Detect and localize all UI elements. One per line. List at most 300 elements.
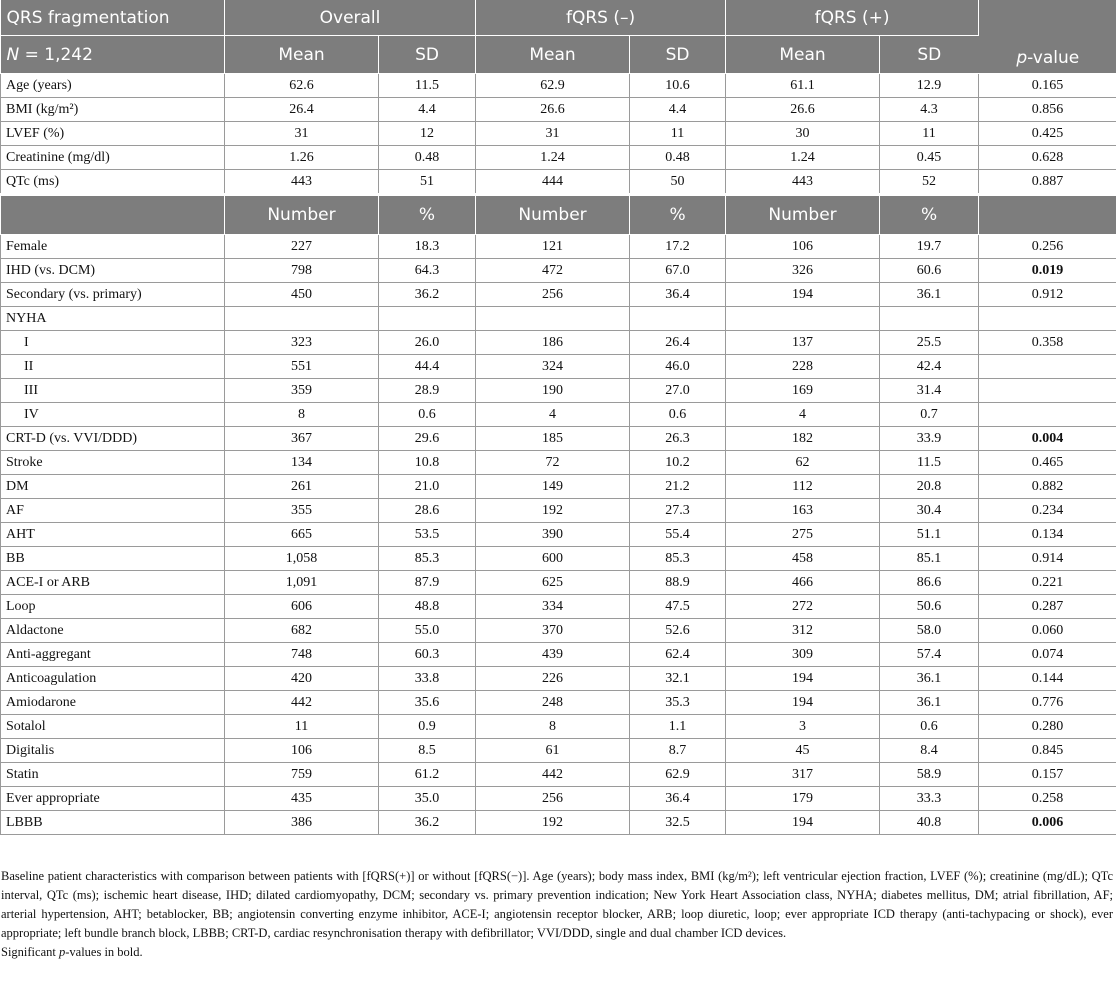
p-italic: p bbox=[1016, 48, 1028, 68]
table-cell: 26.3 bbox=[630, 427, 726, 451]
table-row bbox=[1, 170, 1116, 195]
row-label: LBBB bbox=[1, 811, 225, 835]
mid-header-blank bbox=[979, 195, 1116, 235]
table-cell: 36.4 bbox=[630, 787, 726, 811]
table-cell: 33.8 bbox=[379, 667, 476, 691]
table-cell: 26.4 bbox=[225, 98, 379, 122]
table-cell: 334 bbox=[476, 595, 630, 619]
table-row bbox=[1, 235, 1116, 259]
table-cell: 11 bbox=[630, 122, 726, 146]
table-cell: 1,091 bbox=[225, 571, 379, 595]
group-fqrs-negative: fQRS (–) bbox=[476, 0, 726, 36]
header-row-counts bbox=[1, 195, 1116, 235]
p-value-cell: 0.004 bbox=[979, 427, 1116, 451]
table-cell: 1.24 bbox=[476, 146, 630, 170]
table-row bbox=[1, 307, 1116, 331]
table-cell: 44.4 bbox=[379, 355, 476, 379]
table-cell: 26.6 bbox=[476, 98, 630, 122]
table-cell: 62.9 bbox=[476, 74, 630, 98]
table-cell: 26.0 bbox=[379, 331, 476, 355]
p-value-cell: 0.776 bbox=[979, 691, 1116, 715]
table-cell: 25.5 bbox=[880, 331, 979, 355]
table-cell: 261 bbox=[225, 475, 379, 499]
header-row-stats bbox=[1, 36, 1116, 74]
group-overall: Overall bbox=[225, 0, 476, 36]
table-cell: 4.3 bbox=[880, 98, 979, 122]
table-cell bbox=[225, 307, 379, 331]
continuous-rows bbox=[1, 74, 1116, 195]
p-value-cell: 0.280 bbox=[979, 715, 1116, 739]
table-cell: 31 bbox=[476, 122, 630, 146]
table-cell: 137 bbox=[726, 331, 880, 355]
count-number-header: Number bbox=[476, 195, 630, 235]
p-value-cell: 0.912 bbox=[979, 283, 1116, 307]
table-cell: 62.6 bbox=[225, 74, 379, 98]
table-cell: 194 bbox=[726, 691, 880, 715]
row-label: IV bbox=[1, 403, 225, 427]
table-cell: 194 bbox=[726, 667, 880, 691]
table-row bbox=[1, 547, 1116, 571]
table-cell: 11 bbox=[225, 715, 379, 739]
row-label: Stroke bbox=[1, 451, 225, 475]
table-cell: 58.0 bbox=[880, 619, 979, 643]
p-value-cell: 0.887 bbox=[979, 170, 1116, 195]
table-row bbox=[1, 691, 1116, 715]
table-row bbox=[1, 331, 1116, 355]
table-cell: 4.4 bbox=[630, 98, 726, 122]
table-cell: 4 bbox=[726, 403, 880, 427]
table-cell: 0.48 bbox=[630, 146, 726, 170]
table-cell: 192 bbox=[476, 811, 630, 835]
n-value: = 1,242 bbox=[19, 44, 93, 65]
table-cell: 36.1 bbox=[880, 691, 979, 715]
mid-header bbox=[1, 195, 1116, 235]
table-cell: 26.6 bbox=[726, 98, 880, 122]
table-cell: 551 bbox=[225, 355, 379, 379]
table-cell: 0.9 bbox=[379, 715, 476, 739]
row-label: Secondary (vs. primary) bbox=[1, 283, 225, 307]
table-cell: 33.9 bbox=[880, 427, 979, 451]
table-cell: 4 bbox=[476, 403, 630, 427]
table-cell: 57.4 bbox=[880, 643, 979, 667]
stat-sd-header: SD bbox=[379, 36, 476, 74]
table-cell: 36.1 bbox=[880, 283, 979, 307]
table-cell: 86.6 bbox=[880, 571, 979, 595]
table-cell: 106 bbox=[726, 235, 880, 259]
table-cell: 106 bbox=[225, 739, 379, 763]
row-label: AF bbox=[1, 499, 225, 523]
stat-sd-header: SD bbox=[630, 36, 726, 74]
table-cell: 47.5 bbox=[630, 595, 726, 619]
table-cell: 312 bbox=[726, 619, 880, 643]
table-cell: 600 bbox=[476, 547, 630, 571]
row-label: Ever appropriate bbox=[1, 787, 225, 811]
table-cell: 8.4 bbox=[880, 739, 979, 763]
count-percent-header: % bbox=[630, 195, 726, 235]
table-cell: 17.2 bbox=[630, 235, 726, 259]
table-cell: 35.3 bbox=[630, 691, 726, 715]
table-cell bbox=[726, 307, 880, 331]
table-cell: 20.8 bbox=[880, 475, 979, 499]
table-cell: 472 bbox=[476, 259, 630, 283]
table-row bbox=[1, 355, 1116, 379]
table-cell: 33.3 bbox=[880, 787, 979, 811]
table-row bbox=[1, 643, 1116, 667]
table-cell bbox=[880, 307, 979, 331]
table-row bbox=[1, 259, 1116, 283]
table-row bbox=[1, 74, 1116, 98]
table-cell: 748 bbox=[225, 643, 379, 667]
row-label: Sotalol bbox=[1, 715, 225, 739]
table-cell: 1.24 bbox=[726, 146, 880, 170]
table-cell: 85.3 bbox=[630, 547, 726, 571]
table-cell: 50.6 bbox=[880, 595, 979, 619]
table-cell: 62.4 bbox=[630, 643, 726, 667]
table-cell: 682 bbox=[225, 619, 379, 643]
p-value-cell: 0.060 bbox=[979, 619, 1116, 643]
table-cell: 87.9 bbox=[379, 571, 476, 595]
table-cell: 61.1 bbox=[726, 74, 880, 98]
p-value-header bbox=[979, 0, 1116, 74]
table-cell: 443 bbox=[726, 170, 880, 195]
table-cell: 169 bbox=[726, 379, 880, 403]
p-value-cell: 0.628 bbox=[979, 146, 1116, 170]
table-cell: 10.8 bbox=[379, 451, 476, 475]
table-cell: 12.9 bbox=[880, 74, 979, 98]
table-cell: 8 bbox=[225, 403, 379, 427]
table-cell: 21.2 bbox=[630, 475, 726, 499]
table-cell: 317 bbox=[726, 763, 880, 787]
table-cell: 458 bbox=[726, 547, 880, 571]
table-cell: 256 bbox=[476, 283, 630, 307]
table-cell: 1.26 bbox=[225, 146, 379, 170]
table-cell: 30.4 bbox=[880, 499, 979, 523]
table-row bbox=[1, 427, 1116, 451]
table-cell: 85.1 bbox=[880, 547, 979, 571]
table-cell: 10.6 bbox=[630, 74, 726, 98]
table-cell: 50 bbox=[630, 170, 726, 195]
table-cell bbox=[379, 307, 476, 331]
table-cell: 11.5 bbox=[880, 451, 979, 475]
table-cell: 46.0 bbox=[630, 355, 726, 379]
table-cell: 10.2 bbox=[630, 451, 726, 475]
p-value-cell: 0.134 bbox=[979, 523, 1116, 547]
table-row bbox=[1, 98, 1116, 122]
p-value-cell: 0.856 bbox=[979, 98, 1116, 122]
table-cell: 21.0 bbox=[379, 475, 476, 499]
row-label: Aldactone bbox=[1, 619, 225, 643]
p-value-cell bbox=[979, 355, 1116, 379]
table-cell: 60.3 bbox=[379, 643, 476, 667]
table-cell: 0.7 bbox=[880, 403, 979, 427]
table-cell: 64.3 bbox=[379, 259, 476, 283]
table-cell: 370 bbox=[476, 619, 630, 643]
table-cell: 186 bbox=[476, 331, 630, 355]
table-cell: 367 bbox=[225, 427, 379, 451]
table-cell: 0.6 bbox=[630, 403, 726, 427]
table-row bbox=[1, 715, 1116, 739]
table-cell: 52.6 bbox=[630, 619, 726, 643]
table-cell: 28.6 bbox=[379, 499, 476, 523]
table-cell: 163 bbox=[726, 499, 880, 523]
table-row bbox=[1, 571, 1116, 595]
p-rest: -value bbox=[1027, 48, 1080, 68]
mid-header-blank bbox=[1, 195, 225, 235]
row-label: III bbox=[1, 379, 225, 403]
table-row bbox=[1, 451, 1116, 475]
table-row bbox=[1, 667, 1116, 691]
table-cell: 8.7 bbox=[630, 739, 726, 763]
table-cell: 36.2 bbox=[379, 283, 476, 307]
table-cell: 19.7 bbox=[880, 235, 979, 259]
row-label: Female bbox=[1, 235, 225, 259]
table-cell: 194 bbox=[726, 283, 880, 307]
table-cell: 72 bbox=[476, 451, 630, 475]
table-cell: 326 bbox=[726, 259, 880, 283]
p-value-cell: 0.165 bbox=[979, 74, 1116, 98]
table-cell: 3 bbox=[726, 715, 880, 739]
table-cell: 759 bbox=[225, 763, 379, 787]
table-cell: 62 bbox=[726, 451, 880, 475]
table-cell: 36.4 bbox=[630, 283, 726, 307]
table-cell: 665 bbox=[225, 523, 379, 547]
row-label: BMI (kg/m²) bbox=[1, 98, 225, 122]
table-cell: 256 bbox=[476, 787, 630, 811]
table-cell: 8 bbox=[476, 715, 630, 739]
table-cell: 226 bbox=[476, 667, 630, 691]
corner-label: QRS fragmentation bbox=[1, 0, 225, 36]
table-row bbox=[1, 499, 1116, 523]
p-value-cell: 0.425 bbox=[979, 122, 1116, 146]
table-cell: 444 bbox=[476, 170, 630, 195]
table-cell: 42.4 bbox=[880, 355, 979, 379]
table-row bbox=[1, 146, 1116, 170]
table-row bbox=[1, 763, 1116, 787]
row-label: Creatinine (mg/dl) bbox=[1, 146, 225, 170]
row-label: I bbox=[1, 331, 225, 355]
n-italic: N bbox=[6, 44, 20, 65]
p-value-cell: 0.144 bbox=[979, 667, 1116, 691]
table-cell: 179 bbox=[726, 787, 880, 811]
table-row bbox=[1, 595, 1116, 619]
p-value-cell: 0.358 bbox=[979, 331, 1116, 355]
table-cell: 798 bbox=[225, 259, 379, 283]
table-cell: 48.8 bbox=[379, 595, 476, 619]
table-cell: 31.4 bbox=[880, 379, 979, 403]
p-value-cell bbox=[979, 379, 1116, 403]
stat-mean-header: Mean bbox=[225, 36, 379, 74]
table-cell: 27.0 bbox=[630, 379, 726, 403]
p-value-cell bbox=[979, 403, 1116, 427]
table-cell: 386 bbox=[225, 811, 379, 835]
table-cell: 45 bbox=[726, 739, 880, 763]
stat-mean-header: Mean bbox=[726, 36, 880, 74]
table-row bbox=[1, 619, 1116, 643]
table-cell bbox=[476, 307, 630, 331]
table-cell: 35.6 bbox=[379, 691, 476, 715]
table-footnote bbox=[1, 867, 1113, 962]
table-cell: 61.2 bbox=[379, 763, 476, 787]
table-row bbox=[1, 379, 1116, 403]
p-value-cell: 0.845 bbox=[979, 739, 1116, 763]
table-cell: 323 bbox=[225, 331, 379, 355]
count-percent-header: % bbox=[379, 195, 476, 235]
table-cell: 35.0 bbox=[379, 787, 476, 811]
table-cell: 28.9 bbox=[379, 379, 476, 403]
table-cell: 149 bbox=[476, 475, 630, 499]
row-label: Loop bbox=[1, 595, 225, 619]
table-cell: 52 bbox=[880, 170, 979, 195]
n-label bbox=[1, 36, 225, 74]
table-cell: 228 bbox=[726, 355, 880, 379]
table-cell: 182 bbox=[726, 427, 880, 451]
table-cell: 58.9 bbox=[880, 763, 979, 787]
p-value-cell: 0.074 bbox=[979, 643, 1116, 667]
table-cell: 121 bbox=[476, 235, 630, 259]
group-fqrs-positive: fQRS (+) bbox=[726, 0, 979, 36]
table-cell: 55.0 bbox=[379, 619, 476, 643]
row-label: Statin bbox=[1, 763, 225, 787]
table-cell: 8.5 bbox=[379, 739, 476, 763]
p-value-cell: 0.882 bbox=[979, 475, 1116, 499]
table-cell: 185 bbox=[476, 427, 630, 451]
table-cell: 420 bbox=[225, 667, 379, 691]
table-cell: 40.8 bbox=[880, 811, 979, 835]
table-cell: 4.4 bbox=[379, 98, 476, 122]
p-value-cell: 0.914 bbox=[979, 547, 1116, 571]
p-value-cell: 0.006 bbox=[979, 811, 1116, 835]
table-cell: 625 bbox=[476, 571, 630, 595]
row-label: DM bbox=[1, 475, 225, 499]
categorical-rows bbox=[1, 235, 1116, 835]
table-cell: 1,058 bbox=[225, 547, 379, 571]
table-cell: 0.6 bbox=[379, 403, 476, 427]
row-label: Anti-aggregant bbox=[1, 643, 225, 667]
p-value-cell: 0.287 bbox=[979, 595, 1116, 619]
table-cell: 442 bbox=[225, 691, 379, 715]
table-cell: 36.1 bbox=[880, 667, 979, 691]
table-cell: 112 bbox=[726, 475, 880, 499]
table-cell: 190 bbox=[476, 379, 630, 403]
p-value-cell: 0.465 bbox=[979, 451, 1116, 475]
table-cell: 32.5 bbox=[630, 811, 726, 835]
table-cell: 324 bbox=[476, 355, 630, 379]
table-row bbox=[1, 475, 1116, 499]
table-cell: 466 bbox=[726, 571, 880, 595]
row-label: IHD (vs. DCM) bbox=[1, 259, 225, 283]
table-cell: 450 bbox=[225, 283, 379, 307]
table-cell: 275 bbox=[726, 523, 880, 547]
table-cell: 60.6 bbox=[880, 259, 979, 283]
row-label: NYHA bbox=[1, 307, 225, 331]
table-cell: 85.3 bbox=[379, 547, 476, 571]
table-cell: 390 bbox=[476, 523, 630, 547]
row-label: QTc (ms) bbox=[1, 170, 225, 195]
table-cell: 192 bbox=[476, 499, 630, 523]
table-cell: 31 bbox=[225, 122, 379, 146]
table-row bbox=[1, 122, 1116, 146]
table-cell: 26.4 bbox=[630, 331, 726, 355]
table-cell: 227 bbox=[225, 235, 379, 259]
table-cell bbox=[630, 307, 726, 331]
table-cell: 0.48 bbox=[379, 146, 476, 170]
table-cell: 36.2 bbox=[379, 811, 476, 835]
table-cell: 67.0 bbox=[630, 259, 726, 283]
count-number-header: Number bbox=[225, 195, 379, 235]
table-cell: 12 bbox=[379, 122, 476, 146]
footnote-significance: Significant p-values in bold. bbox=[1, 945, 143, 959]
count-percent-header: % bbox=[880, 195, 979, 235]
row-label: CRT-D (vs. VVI/DDD) bbox=[1, 427, 225, 451]
p-value-cell: 0.019 bbox=[979, 259, 1116, 283]
table-cell: 272 bbox=[726, 595, 880, 619]
table-row bbox=[1, 403, 1116, 427]
table-row bbox=[1, 739, 1116, 763]
row-label: LVEF (%) bbox=[1, 122, 225, 146]
table-cell: 355 bbox=[225, 499, 379, 523]
table-cell: 1.1 bbox=[630, 715, 726, 739]
stat-mean-header: Mean bbox=[476, 36, 630, 74]
table-row bbox=[1, 787, 1116, 811]
row-label: ACE-I or ARB bbox=[1, 571, 225, 595]
table-cell: 248 bbox=[476, 691, 630, 715]
table-cell: 134 bbox=[225, 451, 379, 475]
table-cell: 439 bbox=[476, 643, 630, 667]
table-cell: 606 bbox=[225, 595, 379, 619]
table-cell: 27.3 bbox=[630, 499, 726, 523]
table-cell: 359 bbox=[225, 379, 379, 403]
table-cell: 11 bbox=[880, 122, 979, 146]
table-cell: 0.45 bbox=[880, 146, 979, 170]
row-label: AHT bbox=[1, 523, 225, 547]
table-cell: 61 bbox=[476, 739, 630, 763]
p-value-cell: 0.234 bbox=[979, 499, 1116, 523]
table-cell: 194 bbox=[726, 811, 880, 835]
p-value-cell: 0.157 bbox=[979, 763, 1116, 787]
row-label: Anticoagulation bbox=[1, 667, 225, 691]
p-value-cell: 0.256 bbox=[979, 235, 1116, 259]
p-value-cell bbox=[979, 307, 1116, 331]
table-cell: 442 bbox=[476, 763, 630, 787]
stat-sd-header: SD bbox=[880, 36, 979, 74]
row-label: Digitalis bbox=[1, 739, 225, 763]
header-row-groups bbox=[1, 0, 1116, 36]
table-cell: 443 bbox=[225, 170, 379, 195]
row-label: BB bbox=[1, 547, 225, 571]
table-cell: 62.9 bbox=[630, 763, 726, 787]
table-row bbox=[1, 283, 1116, 307]
table-cell: 29.6 bbox=[379, 427, 476, 451]
p-value-cell: 0.258 bbox=[979, 787, 1116, 811]
table-cell: 309 bbox=[726, 643, 880, 667]
table-cell: 55.4 bbox=[630, 523, 726, 547]
table-cell: 53.5 bbox=[379, 523, 476, 547]
table-cell: 30 bbox=[726, 122, 880, 146]
row-label: II bbox=[1, 355, 225, 379]
count-number-header: Number bbox=[726, 195, 880, 235]
table-cell: 435 bbox=[225, 787, 379, 811]
table-cell: 51.1 bbox=[880, 523, 979, 547]
table-row bbox=[1, 811, 1116, 835]
table-cell: 32.1 bbox=[630, 667, 726, 691]
table-cell: 0.6 bbox=[880, 715, 979, 739]
p-value-cell: 0.221 bbox=[979, 571, 1116, 595]
row-label: Amiodarone bbox=[1, 691, 225, 715]
table-cell: 11.5 bbox=[379, 74, 476, 98]
table-row bbox=[1, 523, 1116, 547]
footnote-abbreviations: Baseline patient characteristics with comparison between patients with [fQRS(+)] or without [fQRS(−)]. Age (years); body mass index, BMI (kg/m²); left ventricular ejection fraction, LVEF (%); creatinine (mg/dL); QTc interval, QTc (ms); ischemic heart disease, IHD; dilated cardiomyopathy, DCM; secondary vs. primary prevention indication; New York Heart Association class, NYHA; diabetes mellitus, DM; atrial fibrillation, AF; arterial hypertension, AHT; betablocker, BB; angiotensin converting enzyme inhibitor, ACE-I; angiotensin receptor blocker, ARB; loop diuretic, loop; ever appropriate ICD therapy (anti-tachypacing or shock), ever appropriate; left bundle branch block, LBBB; CRT-D, cardiac resynchronisation therapy with defibrillator; VVI/DDD, single and dual chamber ICD devices. bbox=[1, 869, 1113, 940]
table-cell: 51 bbox=[379, 170, 476, 195]
